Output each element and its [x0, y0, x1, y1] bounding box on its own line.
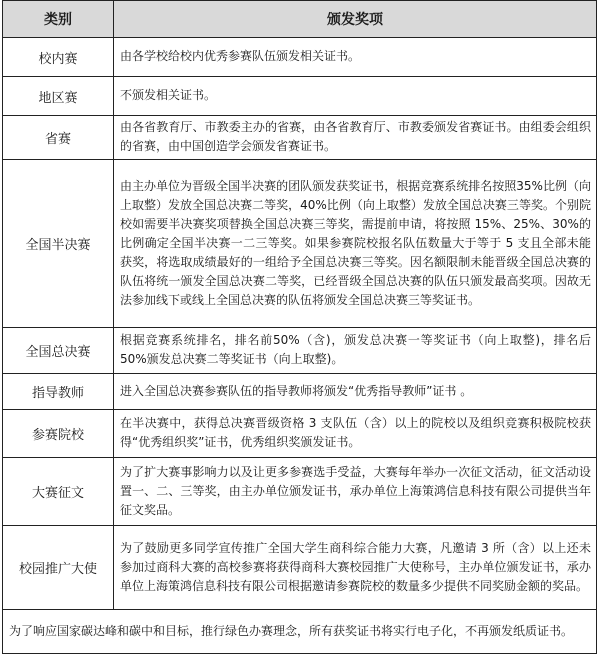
- row-category: 校内赛: [3, 38, 114, 77]
- row-description: 不颁发相关证书。: [114, 77, 597, 116]
- row-category: 全国总决赛: [3, 328, 114, 374]
- row-category: 指导教师: [3, 374, 114, 410]
- awards-table: [2, 0, 597, 654]
- table-row: [3, 458, 597, 526]
- column-header-category: 类别: [3, 1, 114, 38]
- row-description: 进入全国总决赛参赛队伍的指导教师将颁发“优秀指导教师”证书 。: [114, 374, 597, 410]
- row-description: 在半决赛中，获得总决赛晋级资格 3 支队伍（含）以上的院校以及组织竞赛积极院校获得“优秀组织奖”证书，优秀组织奖颁发证书。: [114, 410, 597, 458]
- table-row: [3, 526, 597, 610]
- table-row: [3, 328, 597, 374]
- table-row: [3, 38, 597, 77]
- awards-table-container: [2, 0, 596, 654]
- row-description: 由各学校给校内优秀参赛队伍颁发相关证书。: [114, 38, 597, 77]
- row-category: 大赛征文: [3, 458, 114, 526]
- table-footer-row: [3, 610, 597, 654]
- footer-note: 为了响应国家碳达峰和碳中和目标，推行绿色办赛理念，所有获奖证书将实行电子化，不再颁发纸质证书。: [3, 610, 597, 654]
- row-description: 为了扩大赛事影响力以及让更多参赛选手受益，大赛每年举办一次征文活动，征文活动设置一、二、三等奖，由主办单位颁发证书，承办单位上海策鸿信息科技有限公司提供当年征文奖品。: [114, 458, 597, 526]
- column-header-awards: 颁发奖项: [114, 1, 597, 38]
- row-category: 全国半决赛: [3, 160, 114, 328]
- row-description: 为了鼓励更多同学宣传推广全国大学生商科综合能力大赛，凡邀请 3 所（含）以上还未参加过商科大赛的高校参赛将获得商科大赛校园推广大使称号，主办单位颁发证书，承办单位上海策鸿信息科技有限公司根据邀请参赛院校的数量多少提供不同奖励金额的奖品。: [114, 526, 597, 610]
- table-header-row: [3, 1, 597, 38]
- row-description: 由主办单位为晋级全国半决赛的团队颁发获奖证书，根据竞赛系统排名按照35%比例（向上取整）发放全国总决赛二等奖，40%比例（向上取整）发放全国总决赛三等奖。个别院校如需要半决赛奖项替换全国总决赛三等奖，需提前申请，将按照 15%、25%、30%的比例确定全国半决赛一二三等奖。如果参赛院校报名队伍数量大于等于 5 支且全部未能获奖，将选取成绩最好的一组给予全国总决赛三等奖。因名额限制未能晋级全国总决赛的队伍将统一颁发全国总决赛二等奖，已经晋级全国总决赛的队伍只颁发最高奖项。因故无法参加线下或线上全国总决赛的队伍将颁发全国总决赛三等奖证书。: [114, 160, 597, 328]
- row-category: 地区赛: [3, 77, 114, 116]
- table-row: [3, 374, 597, 410]
- table-row: [3, 116, 597, 160]
- row-description: 根据竞赛系统排名，排名前50%（含)，颁发总决赛一等奖证书（向上取整)，排名后 50%颁发总决赛二等奖证书（向上取整)。: [114, 328, 597, 374]
- row-description: 由各省教育厅、市教委主办的省赛，由各省教育厅、市教委颁发省赛证书。由组委会组织的省赛，由中国创造学会颁发省赛证书。: [114, 116, 597, 160]
- row-category: 参赛院校: [3, 410, 114, 458]
- table-row: [3, 160, 597, 328]
- row-category: 校园推广大使: [3, 526, 114, 610]
- table-row: [3, 77, 597, 116]
- table-row: [3, 410, 597, 458]
- row-category: 省赛: [3, 116, 114, 160]
